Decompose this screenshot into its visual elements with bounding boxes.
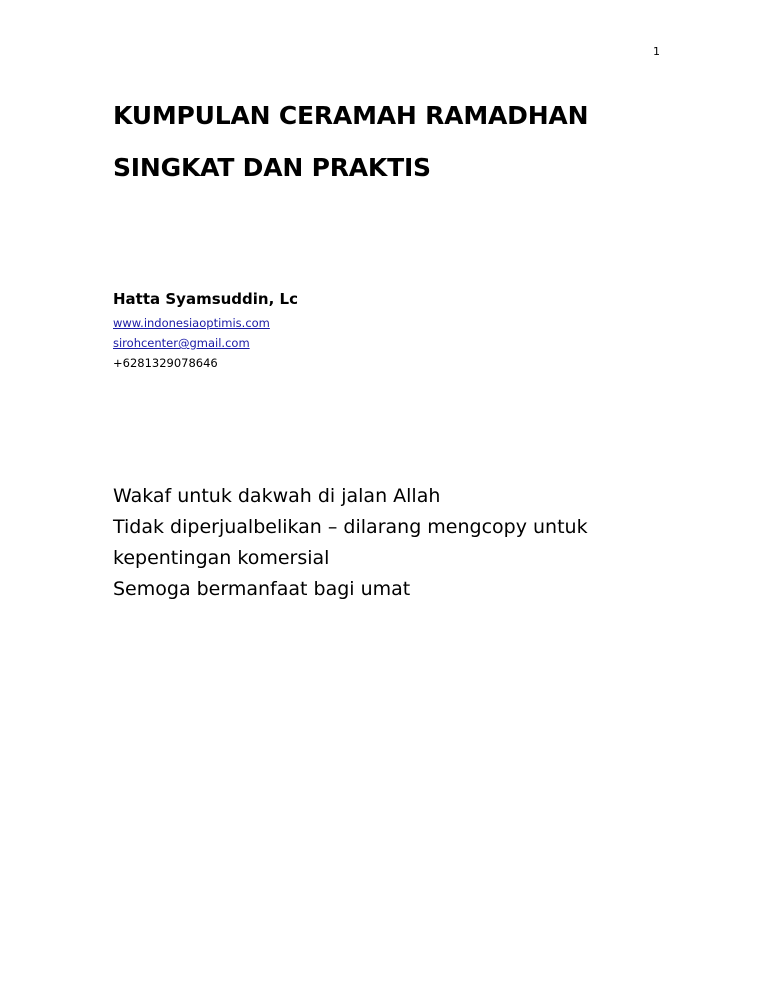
note-line: Tidak diperjualbelikan – dilarang mengcopy untuk bbox=[113, 516, 588, 538]
page-number: 1 bbox=[653, 45, 660, 58]
note-line: kepentingan komersial bbox=[113, 547, 330, 569]
notes-block bbox=[113, 481, 673, 605]
author-block bbox=[113, 289, 613, 373]
note-line: Wakaf untuk dakwah di jalan Allah bbox=[113, 485, 441, 507]
phone-number: +6281329078646 bbox=[113, 356, 218, 370]
email-link[interactable]: sirohcenter@gmail.com bbox=[113, 336, 250, 350]
website-link[interactable]: www.indonesiaoptimis.com bbox=[113, 316, 270, 330]
author-name: Hatta Syamsuddin, Lc bbox=[113, 290, 298, 308]
title-line-1: KUMPULAN CERAMAH RAMADHAN bbox=[113, 101, 589, 130]
title-line-2: SINGKAT DAN PRAKTIS bbox=[113, 153, 431, 182]
document-title bbox=[113, 90, 713, 194]
note-line: Semoga bermanfaat bagi umat bbox=[113, 578, 411, 600]
